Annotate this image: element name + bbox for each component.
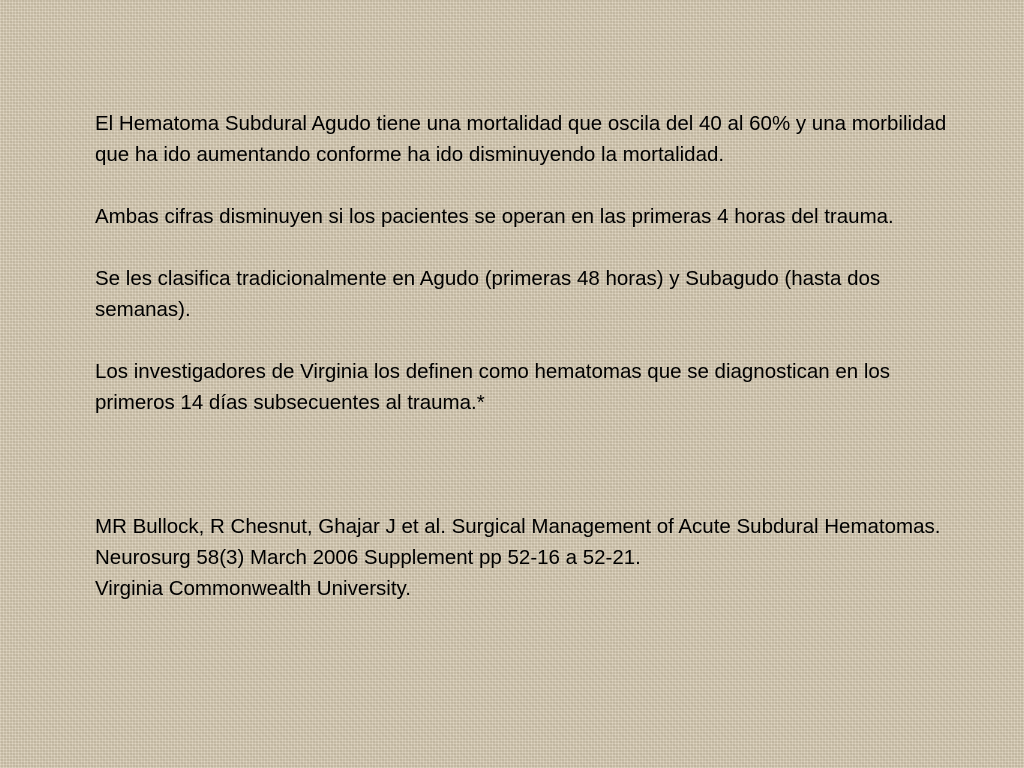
paragraph-surgery-timing: Ambas cifras disminuyen si los pacientes se operan en las primeras 4 horas del trauma. [95,205,894,228]
paragraph-mortality: El Hematoma Subdural Agudo tiene una mortalidad que oscila del 40 al 60% y una morbilidad que ha ido aumentando conforme ha ido disminuyendo la mortalidad. [95,112,947,166]
paragraph-classification: Se les clasifica tradicionalmente en Agudo (primeras 48 horas) y Subagudo (hasta dos semanas). [95,267,881,321]
reference-citation-text: MR Bullock, R Chesnut, Ghajar J et al. Surgical Management of Acute Subdural Hematomas. Neurosurg 58(3) March 2006 Supplement pp 52-16 a 52-21. [95,515,941,569]
reference-institution: Virginia Commonwealth University. [95,577,411,600]
reference-citation [95,511,955,604]
paragraph-virginia-definition: Los investigadores de Virginia los definen como hematomas que se diagnostican en los primeros 14 días subsecuentes al trauma.* [95,360,891,414]
slide-text-body [95,108,955,604]
